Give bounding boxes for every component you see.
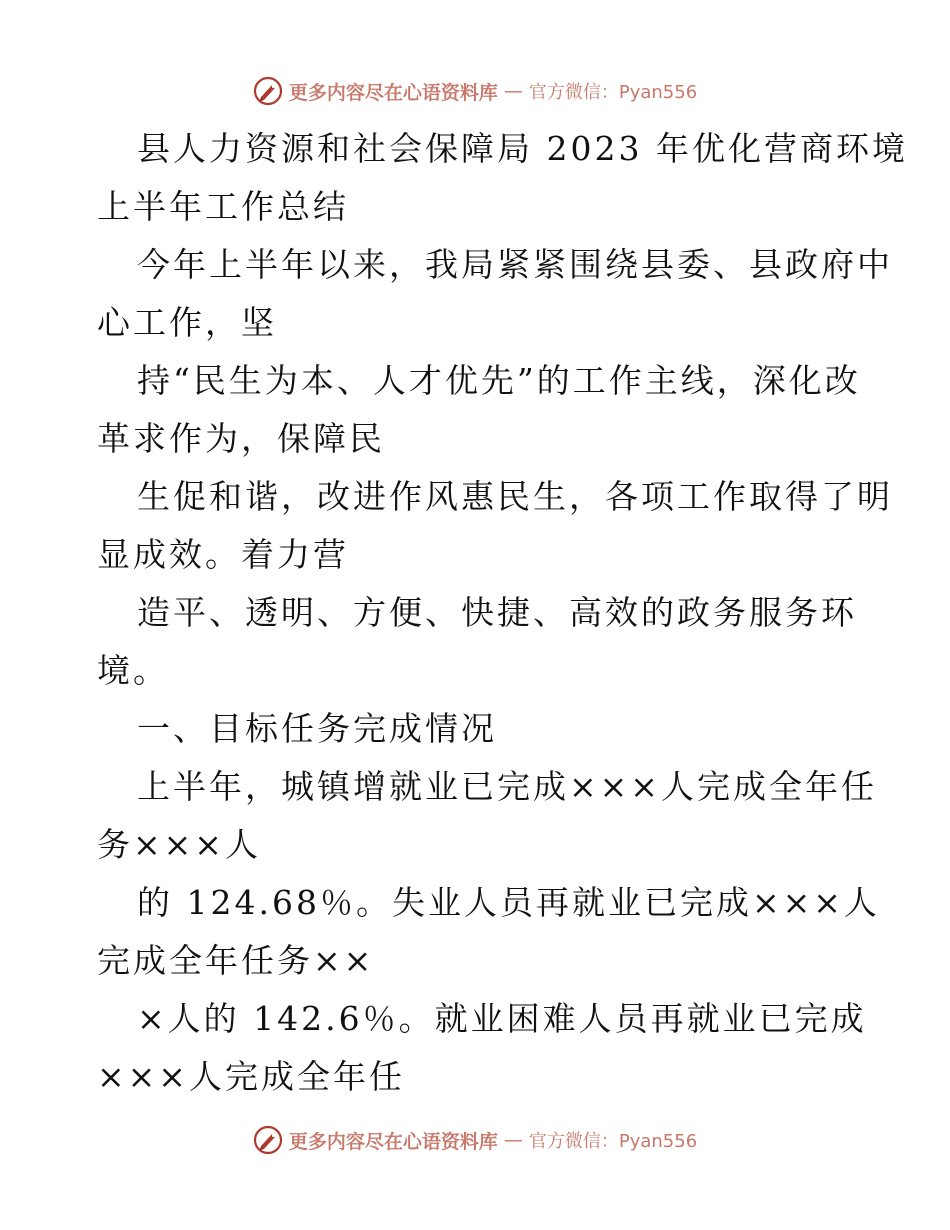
paragraph-line: 的 124.68％。失业人员再就业已完成×××人 [137, 883, 880, 922]
paragraph-line: 境。 [97, 651, 169, 690]
watermark-contact: 官方微信：Pyan556 [528, 1131, 698, 1152]
watermark-contact: 官方微信：Pyan556 [528, 82, 698, 103]
pen-logo-icon [253, 76, 283, 106]
document-title-line-2: 上半年工作总结 [97, 187, 349, 226]
watermark-main-text: 更多内容尽在心语资料库 [288, 1130, 498, 1153]
paragraph-line: 完成全年任务×× [97, 941, 375, 980]
paragraph-line: 造平、透明、方便、快捷、高效的政务服务环 [137, 593, 857, 632]
paragraph-line: 革求作为，保障民 [97, 419, 385, 458]
section-heading: 一、目标任务完成情况 [137, 709, 497, 748]
paragraph-line: ×××人完成全年任 [97, 1057, 405, 1096]
watermark-header [0, 71, 950, 111]
watermark-separator: — [503, 80, 523, 102]
paragraph-line: 务×××人 [97, 825, 261, 864]
paragraph-line: ×人的 142.6％。就业困难人员再就业已完成 [137, 999, 867, 1038]
paragraph-line: 心工作，坚 [97, 303, 277, 342]
paragraph-line: 上半年，城镇增就业已完成×××人完成全年任 [137, 767, 877, 806]
paragraph-line: 持“民生为本、人才优先”的工作主线，深化改 [137, 361, 861, 400]
watermark-separator: — [503, 1129, 523, 1151]
pen-logo-icon [253, 1125, 283, 1155]
document-body [97, 120, 908, 1106]
watermark-main-text: 更多内容尽在心语资料库 [288, 81, 498, 104]
document-title-line-1: 县人力资源和社会保障局 2023 年优化营商环境 [137, 129, 908, 168]
watermark-footer [0, 1120, 950, 1160]
paragraph-line: 显成效。着力营 [97, 535, 349, 574]
paragraph-line: 今年上半年以来，我局紧紧围绕县委、县政府中 [137, 245, 893, 284]
paragraph-line: 生促和谐，改进作风惠民生，各项工作取得了明 [137, 477, 893, 516]
